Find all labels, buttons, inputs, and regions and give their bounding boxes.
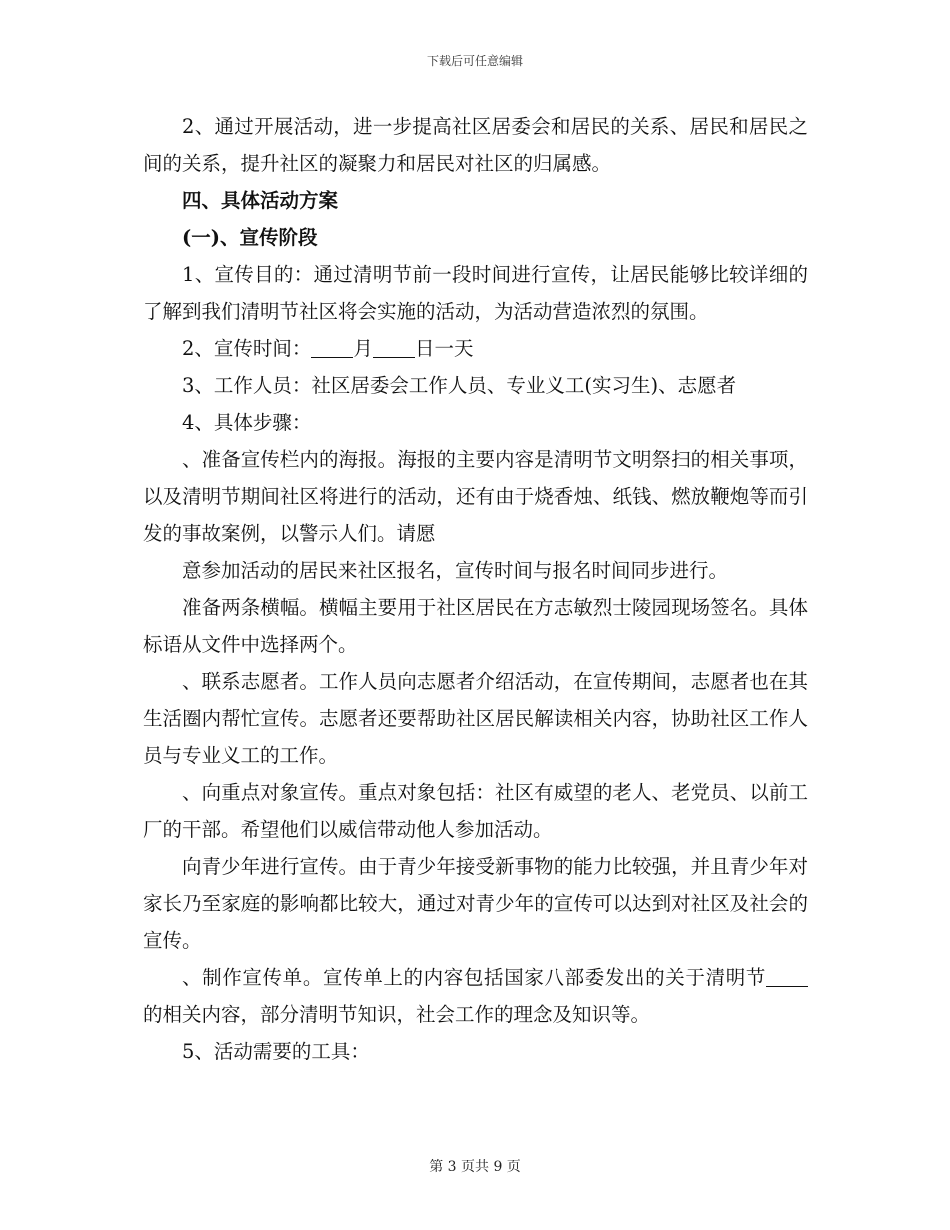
step-poster-continued: 意参加活动的居民来社区报名，宣传时间与报名时间同步进行。 [182, 559, 729, 582]
time-label: 2、宣传时间： [182, 337, 312, 360]
list-item-tools: 5、活动需要的工具： [182, 1040, 370, 1063]
document-body [143, 108, 808, 1070]
leaflet-text-end: 的相关内容，部分清明节知识，社会工作的理念及知识等。 [143, 1003, 651, 1026]
page-header: 下载后可任意编辑 [426, 54, 523, 68]
blank-festival-field [766, 966, 808, 987]
list-item-steps: 4、具体步骤： [182, 411, 312, 434]
leaflet-text-start: 、制作宣传单。宣传单上的内容包括国家八部委发出的关于清明节 [182, 966, 766, 989]
step-banners: 准备两条横幅。横幅主要用于社区居民在方志敏烈士陵园现场签名。具体标语从文件中选择两个。 [143, 596, 808, 656]
list-item-staff: 3、工作人员：社区居委会工作人员、专业义工(实习生)、志愿者 [182, 374, 737, 397]
section-heading-4: 四、具体活动方案 [182, 189, 339, 212]
step-volunteers: 、联系志愿者。工作人员向志愿者介绍活动，在宣传期间，志愿者也在其生活圈内帮忙宣传。志愿者还要帮助社区居民解读相关内容，协助社区工作人员与专业义工的工作。 [143, 670, 808, 767]
day-label: 日一天 [414, 337, 474, 360]
list-item-time [143, 330, 808, 367]
step-youth: 向青少年进行宣传。由于青少年接受新事物的能力比较强，并且青少年对家长乃至家庭的影响都比较大，通过对青少年的宣传可以达到对社区及社会的宣传。 [143, 855, 808, 952]
step-key-targets: 、向重点对象宣传。重点对象包括：社区有威望的老人、老党员、以前工厂的干部。希望他们以威信带动他人参加活动。 [143, 781, 808, 841]
paragraph-goal-2: 2、通过开展活动，进一步提高社区居委会和居民的关系、居民和居民之间的关系，提升社区的凝聚力和居民对社区的归属感。 [143, 115, 808, 175]
step-poster: 、准备宣传栏内的海报。海报的主要内容是清明节文明祭扫的相关事项，以及清明节期间社区将进行的活动，还有由于烧香烛、纸钱、燃放鞭炮等而引发的事故案例，以警示人们。请愿 [143, 448, 808, 545]
blank-month-field [311, 337, 353, 358]
subsection-heading-publicity: (一)、宣传阶段 [182, 226, 318, 249]
page-number-footer: 第 3 页共 9 页 [429, 1159, 521, 1175]
month-label: 月 [353, 337, 373, 360]
blank-day-field [373, 337, 415, 358]
step-leaflets [143, 959, 808, 1033]
list-item-purpose: 1、宣传目的：通过清明节前一段时间进行宣传，让居民能够比较详细的了解到我们清明节社区将会实施的活动，为活动营造浓烈的氛围。 [143, 263, 808, 323]
